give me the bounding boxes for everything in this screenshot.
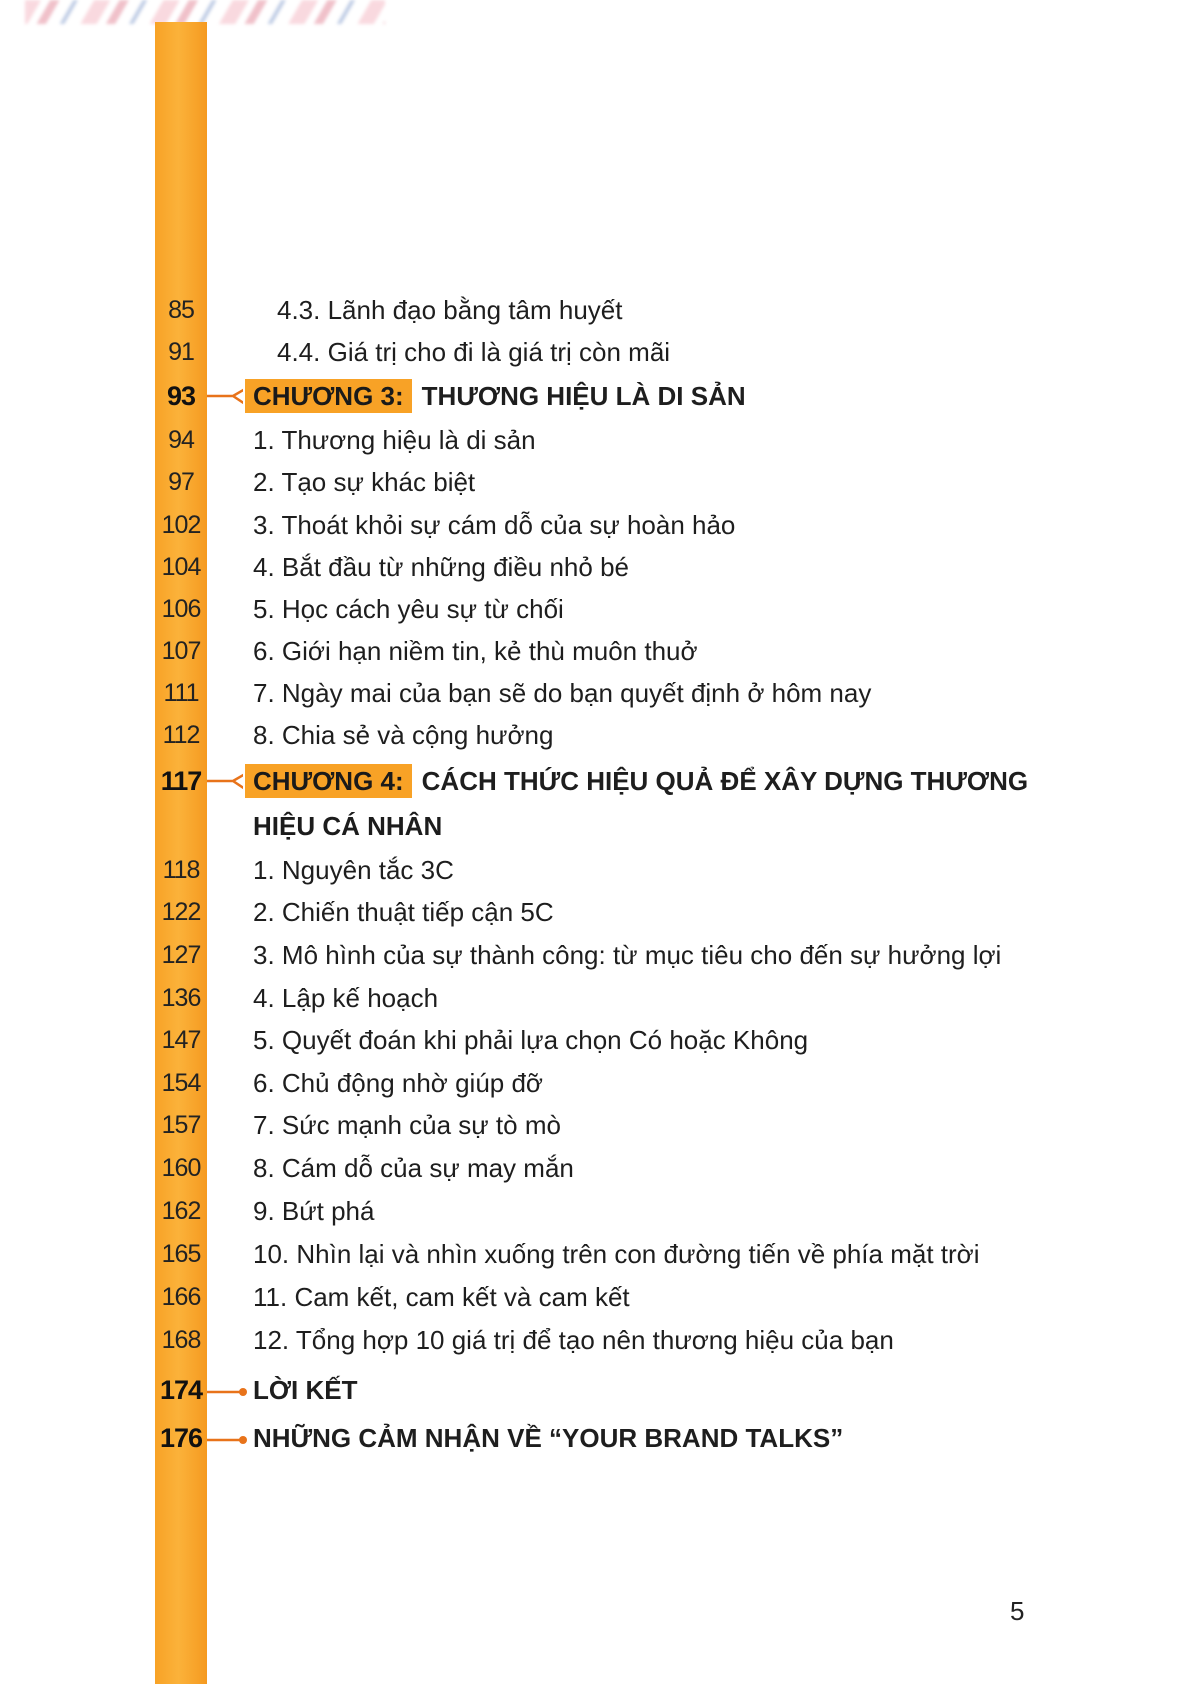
toc-entry[interactable] [0,505,1190,545]
toc-entry[interactable] [0,420,1190,460]
page-number: 5 [1010,1596,1025,1626]
entry-title: 12. Tổng hợp 10 giá trị để tạo nên thương hiệu của bạn [253,1325,894,1355]
page-ref: 107 [161,637,201,665]
page-ref: 166 [161,1283,201,1311]
chapter-label: CHƯƠNG 4: [245,764,412,798]
toc-entry[interactable] [0,462,1190,502]
entry-title: 5. Quyết đoán khi phải lựa chọn Có hoặc Không [253,1025,809,1055]
cover-decoration [25,0,385,24]
page-ref: 162 [161,1197,201,1225]
page-ref: 174 [159,1375,203,1405]
chapter-title-continuation [0,806,1190,846]
toc-entry[interactable] [0,1320,1190,1360]
toc-entry[interactable] [0,715,1190,755]
page-ref: 97 [168,468,194,496]
page-ref: 176 [159,1423,203,1453]
chapter-label: CHƯƠNG 3: [245,379,412,413]
section-title: NHỮNG CẢM NHẬN VỀ “YOUR BRAND TALKS” [253,1423,844,1453]
page-ref: 147 [161,1026,201,1054]
section-entry[interactable] [0,1370,1190,1410]
page-ref: 91 [168,338,194,366]
toc-entry[interactable] [0,1148,1190,1188]
chapter-name: CÁCH THỨC HIỆU QUẢ ĐỂ XÂY DỰNG THƯƠNG [421,766,1029,796]
entry-title: 4. Bắt đầu từ những điều nhỏ bé [253,552,629,582]
entry-title: 4.4. Giá trị cho đi là giá trị còn mãi [277,337,671,367]
entry-title: 6. Chủ động nhờ giúp đỡ [253,1068,543,1098]
page-ref: 154 [161,1069,201,1097]
chapter-entry[interactable] [0,376,1190,416]
page-ref: 118 [162,856,200,884]
page-ref: 111 [163,679,199,707]
page-ref: 112 [162,721,200,749]
toc-entry[interactable] [0,850,1190,890]
chapter-entry[interactable] [0,761,1190,801]
toc-entry[interactable] [0,1277,1190,1317]
page-ref: 160 [161,1154,201,1182]
toc-entry[interactable] [0,978,1190,1018]
toc-entry[interactable] [0,892,1190,932]
entry-title: 10. Nhìn lại và nhìn xuống trên con đường tiến về phía mặt trời [253,1239,980,1269]
toc-entry[interactable] [0,1105,1190,1145]
entry-title: 3. Thoát khỏi sự cám dỗ của sự hoàn hảo [253,510,736,540]
toc-entry[interactable] [0,332,1190,372]
entry-title: 2. Chiến thuật tiếp cận 5C [253,897,554,927]
toc-entry[interactable] [0,631,1190,671]
entry-title: 7. Ngày mai của bạn sẽ do bạn quyết định ở hôm nay [253,678,872,708]
toc-entry[interactable] [0,290,1190,330]
toc-entry[interactable] [0,1063,1190,1103]
toc-entry[interactable] [0,589,1190,629]
page-ref: 93 [166,381,196,411]
section-title: LỜI KẾT [253,1375,358,1405]
entry-title: 2. Tạo sự khác biệt [253,467,476,497]
entry-title: 5. Học cách yêu sự từ chối [253,594,564,624]
entry-title: 3. Mô hình của sự thành công: từ mục tiêu cho đến sự hưởng lợi [253,940,1002,970]
chapter-connector-icon [207,773,243,791]
chapter-connector-icon [207,388,243,406]
page-ref: 157 [161,1111,201,1139]
section-connector-icon [207,1436,249,1444]
toc-entry[interactable] [0,673,1190,713]
entry-title: 8. Chia sẻ và cộng hưởng [253,720,554,750]
entry-title: 4.3. Lãnh đạo bằng tâm huyết [277,295,623,325]
toc-entry[interactable] [0,1191,1190,1231]
page-ref: 117 [160,766,202,796]
chapter-name-cont: HIỆU CÁ NHÂN [253,811,443,841]
page-ref: 136 [161,984,201,1012]
entry-title: 8. Cám dỗ của sự may mắn [253,1153,574,1183]
page-ref: 104 [161,553,201,581]
page-ref: 106 [161,595,201,623]
section-entry[interactable] [0,1418,1190,1458]
page-ref: 85 [168,296,194,324]
page-ref: 122 [161,898,201,926]
page-ref: 94 [168,426,194,454]
toc-entry[interactable] [0,547,1190,587]
entry-title: 11. Cam kết, cam kết và cam kết [253,1282,630,1312]
toc-entry[interactable] [0,1020,1190,1060]
entry-title: 1. Nguyên tắc 3C [253,855,454,885]
page-ref: 165 [161,1240,201,1268]
section-connector-icon [207,1388,249,1396]
entry-title: 6. Giới hạn niềm tin, kẻ thù muôn thuở [253,636,698,666]
entry-title: 4. Lập kế hoạch [253,983,439,1013]
page-ref: 102 [161,511,201,539]
entry-title: 7. Sức mạnh của sự tò mò [253,1110,561,1140]
entry-title: 9. Bứt phá [253,1196,375,1226]
chapter-title [245,761,1028,801]
entry-title: 1. Thương hiệu là di sản [253,425,536,455]
toc-entry[interactable] [0,1234,1190,1274]
page-ref: 168 [161,1326,201,1354]
chapter-name: THƯƠNG HIỆU LÀ DI SẢN [421,381,746,411]
page-ref: 127 [161,941,201,969]
toc-entry[interactable] [0,935,1190,975]
chapter-title [245,376,746,416]
